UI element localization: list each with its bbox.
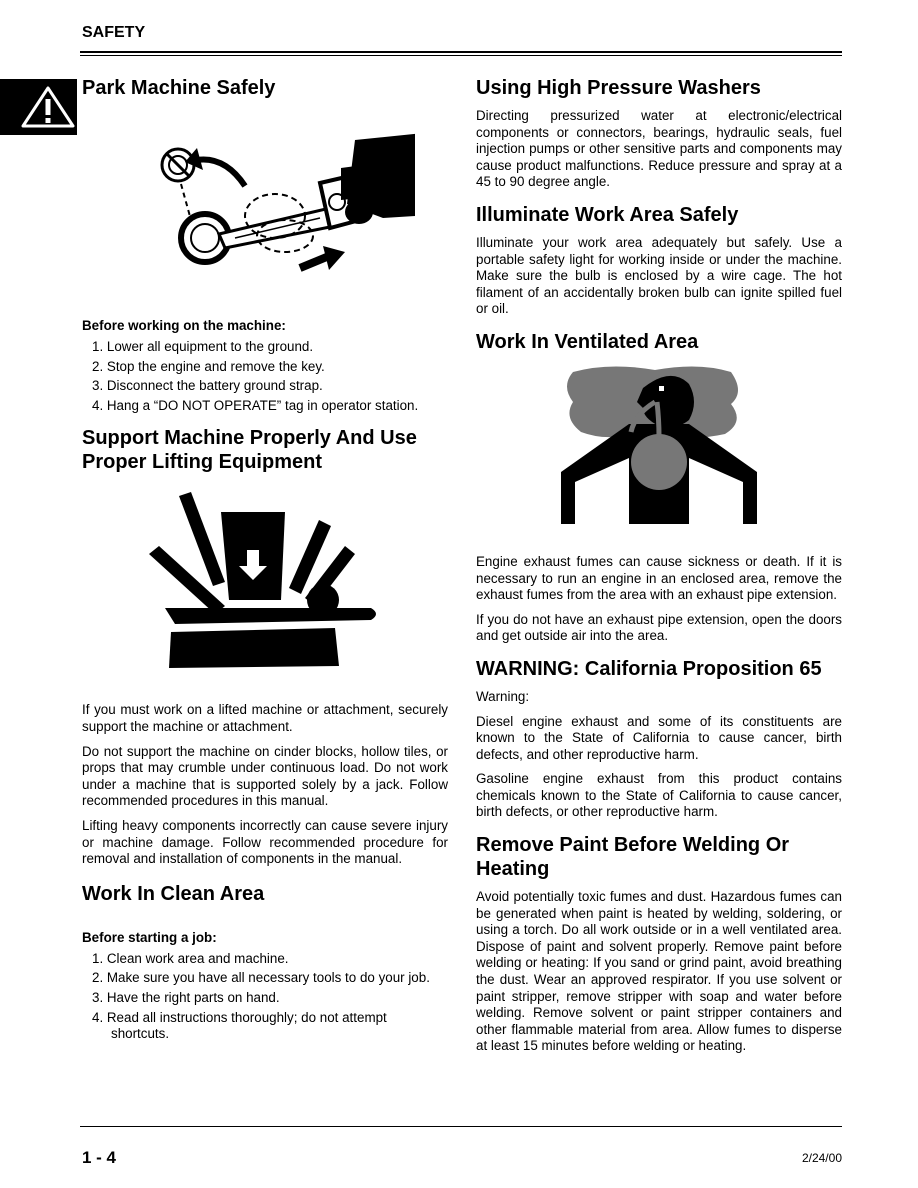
header-rule xyxy=(80,51,842,53)
illuminate-text: Illuminate your work area adequately but safely. Use a portable safety light for working inside or under the machine. Make sure the bulb is enclosed by a wire cage. The hot filament of an accidentally broken bulb can ignite spilled fuel or oil. xyxy=(476,234,842,317)
park-machine-key-illustration xyxy=(115,108,415,318)
support-paragraph: Do not support the machine on cinder blocks, hollow tiles, or props that may crumble under continuous load. Do not work under a machine that is supported solely by a jack. Follow recommended procedures in this manual. xyxy=(82,743,448,809)
warning-paragraph: Warning: xyxy=(476,688,530,704)
left-column xyxy=(82,76,448,1055)
support-machine-title: Support Machine Properly And Use Proper Lifting Equipment xyxy=(82,427,417,474)
page-header-title: SAFETY xyxy=(82,24,146,41)
warning-triangle-icon xyxy=(20,85,76,129)
footer-rule xyxy=(80,1126,842,1127)
list-item: 3. Have the right parts on hand. xyxy=(92,989,280,1005)
right-column xyxy=(476,76,842,1063)
warning-paragraph: Gasoline engine exhaust from this product contains chemicals known to the State of California to cause cancer, birth defects, or other reproductive harm. xyxy=(476,771,842,820)
california-warning-title: WARNING: California Proposition 65 xyxy=(476,657,822,680)
list-item: 3. Disconnect the battery ground strap. xyxy=(92,378,323,394)
support-paragraph: If you must work on a lifted machine or attachment, securely support the machine or attachment. xyxy=(82,702,448,734)
section-tab xyxy=(0,79,77,135)
list-item: 2. Stop the engine and remove the key. xyxy=(92,358,325,374)
washers-title: Using High Pressure Washers xyxy=(476,77,761,99)
warning-paragraph: Diesel engine exhaust and some of its constituents are known to the State of California to cause cancer, birth defects, and other reproductive harm. xyxy=(476,713,842,762)
park-machine-title: Park Machine Safely xyxy=(82,77,276,99)
page-date: 2/24/00 xyxy=(801,1151,842,1165)
list-item: 1. Clean work area and machine. xyxy=(92,950,289,966)
list-item: 1. Lower all equipment to the ground. xyxy=(92,339,314,354)
park-steps-list xyxy=(82,339,448,414)
clean-subhead: Before starting a job: xyxy=(82,929,217,945)
page-number: 1 - 4 xyxy=(82,1148,117,1167)
washers-text: Directing pressurized water at electronic/electrical components or connectors, bearings, hydraulic seals, fuel injection pumps or other sensitive parts and components may cause product malfunctions. Reduce pressure and spray at a 45 to 90 degree angle. xyxy=(476,108,842,190)
ventilated-paragraph: If you do not have an exhaust pipe extension, open the doors and get outside air into the area. xyxy=(476,611,842,644)
park-subhead: Before working on the machine: xyxy=(82,318,286,333)
header-rule-thin xyxy=(80,55,842,56)
illuminate-title: Illuminate Work Area Safely xyxy=(476,203,739,226)
remove-paint-text: Avoid potentially toxic fumes and dust. Hazardous fumes can be generated when paint is heated by welding, soldering, or using a torch. Do all work outside or in a well ventilated area. Dispose of paint and solvent properly. Remove paint before welding or heating: If you sand or grind paint, avoid breathing the dust. Wear an approved respirator. If you use solvent or paint stripper, remove stripper with soap and water before welding. Remove solvent or paint stripper containers and other flammable material from area. Allow fumes to disperse at least 15 minutes before welding or heating. xyxy=(476,889,842,1054)
ventilated-paragraph: Engine exhaust fumes can cause sickness or death. If it is necessary to run an engine in an enclosed area, remove the exhaust fumes from the area with an exhaust pipe extension. xyxy=(476,553,842,603)
list-item: 4. Hang a “DO NOT OPERATE” tag in operator station. xyxy=(92,397,419,413)
list-item: 4. Read all instructions thoroughly; do not attempt shortcuts. xyxy=(92,1009,387,1042)
remove-paint-title: Remove Paint Before Welding Or Heating xyxy=(476,834,790,881)
clean-area-title: Work In Clean Area xyxy=(82,882,265,905)
list-item: 2. Make sure you have all necessary tools to do your job. xyxy=(92,970,430,986)
clean-steps-list xyxy=(82,951,448,1043)
crushing-hazard-illustration xyxy=(145,482,385,692)
exhaust-fumes-illustration xyxy=(559,362,759,544)
support-paragraph: Lifting heavy components incorrectly can cause severe injury or machine damage. Follow recommended procedure for removal and installation of components in the manual. xyxy=(82,817,448,867)
ventilated-title: Work In Ventilated Area xyxy=(476,330,699,353)
